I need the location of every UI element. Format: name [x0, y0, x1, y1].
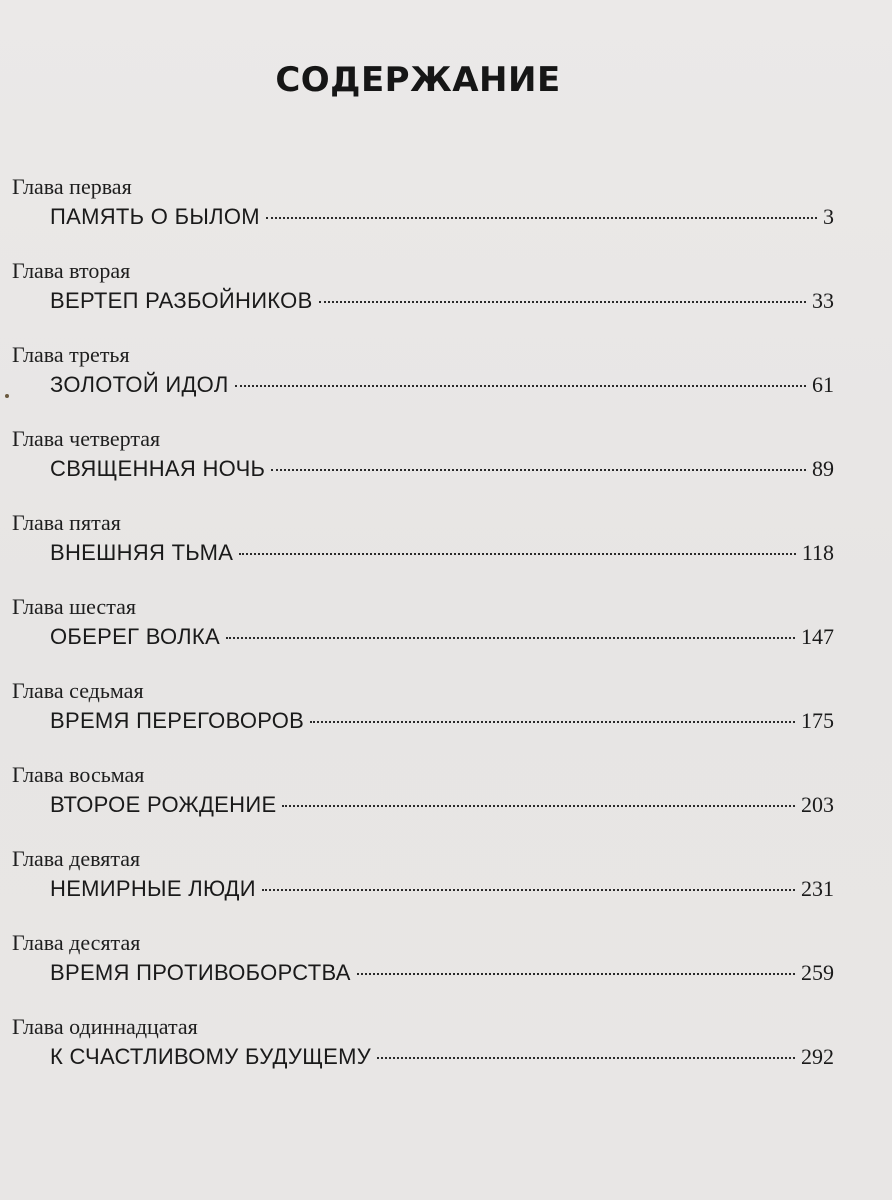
dot-leader	[377, 1057, 795, 1059]
toc-line	[50, 204, 834, 230]
toc-entry	[0, 336, 892, 420]
toc-line	[50, 540, 834, 566]
chapter-number: Глава седьмая	[12, 678, 144, 703]
chapter-number: Глава восьмая	[12, 762, 145, 787]
chapter-number: Глава шестая	[12, 594, 136, 619]
page-number: 259	[801, 960, 834, 985]
toc-entry	[0, 1008, 892, 1092]
dot-leader	[357, 973, 795, 975]
page-title: СОДЕРЖАНИЕ	[275, 60, 561, 100]
chapter-title: НЕМИРНЫЕ ЛЮДИ	[50, 876, 256, 901]
chapter-title: ВРЕМЯ ПЕРЕГОВОРОВ	[50, 708, 305, 733]
toc-line	[50, 960, 834, 986]
dot-leader	[239, 553, 796, 555]
toc-line	[50, 708, 834, 734]
toc-line	[50, 876, 834, 902]
page-number: 292	[801, 1044, 834, 1069]
chapter-number: Глава десятая	[12, 930, 141, 955]
chapter-title: ВРЕМЯ ПРОТИВОБОРСТВА	[50, 960, 351, 985]
chapter-number: Глава вторая	[12, 258, 131, 283]
chapter-title: СВЯЩЕННАЯ НОЧЬ	[50, 456, 266, 481]
toc-line	[50, 792, 834, 818]
page-number: 203	[801, 792, 834, 817]
chapter-title: ВТОРОЕ РОЖДЕНИЕ	[50, 792, 277, 817]
toc-entry	[0, 756, 892, 840]
chapter-title: ПАМЯТЬ О БЫЛОМ	[50, 204, 260, 229]
dot-leader	[226, 637, 795, 639]
chapter-number: Глава пятая	[12, 510, 121, 535]
chapter-title: ВНЕШНЯЯ ТЬМА	[50, 540, 234, 565]
dot-leader	[271, 469, 806, 471]
dot-leader	[319, 301, 806, 303]
chapter-title: ЗОЛОТОЙ ИДОЛ	[50, 372, 229, 397]
table-of-contents	[0, 168, 892, 1092]
toc-entry	[0, 420, 892, 504]
page-number: 147	[801, 624, 834, 649]
chapter-title: К СЧАСТЛИВОМУ БУДУЩЕМУ	[50, 1044, 372, 1069]
toc-line	[50, 456, 834, 482]
chapter-title: ВЕРТЕП РАЗБОЙНИКОВ	[50, 288, 313, 313]
toc-entry	[0, 672, 892, 756]
chapter-number: Глава третья	[12, 342, 130, 367]
chapter-number: Глава четвертая	[12, 426, 161, 451]
toc-entry	[0, 588, 892, 672]
toc-entry	[0, 168, 892, 252]
toc-line	[50, 288, 834, 314]
chapter-title: ОБЕРЕГ ВОЛКА	[50, 624, 220, 649]
toc-line	[50, 1044, 834, 1070]
chapter-number: Глава одиннадцатая	[12, 1014, 198, 1039]
chapter-number: Глава девятая	[12, 846, 141, 871]
dot-leader	[266, 217, 817, 219]
chapter-number: Глава первая	[12, 174, 132, 199]
page-number: 61	[812, 372, 834, 397]
toc-entry	[0, 840, 892, 924]
toc-line	[50, 624, 834, 650]
dot-leader	[282, 805, 795, 807]
page-number: 231	[801, 876, 834, 901]
page-number: 3	[823, 204, 834, 229]
page-number: 89	[812, 456, 834, 481]
toc-line	[50, 372, 834, 398]
dot-leader	[235, 385, 806, 387]
dot-leader	[262, 889, 795, 891]
toc-entry	[0, 924, 892, 1008]
dot-leader	[310, 721, 795, 723]
page-number: 118	[801, 540, 834, 565]
page-number: 33	[812, 288, 834, 313]
toc-entry	[0, 504, 892, 588]
page-number: 175	[801, 708, 834, 733]
toc-entry	[0, 252, 892, 336]
